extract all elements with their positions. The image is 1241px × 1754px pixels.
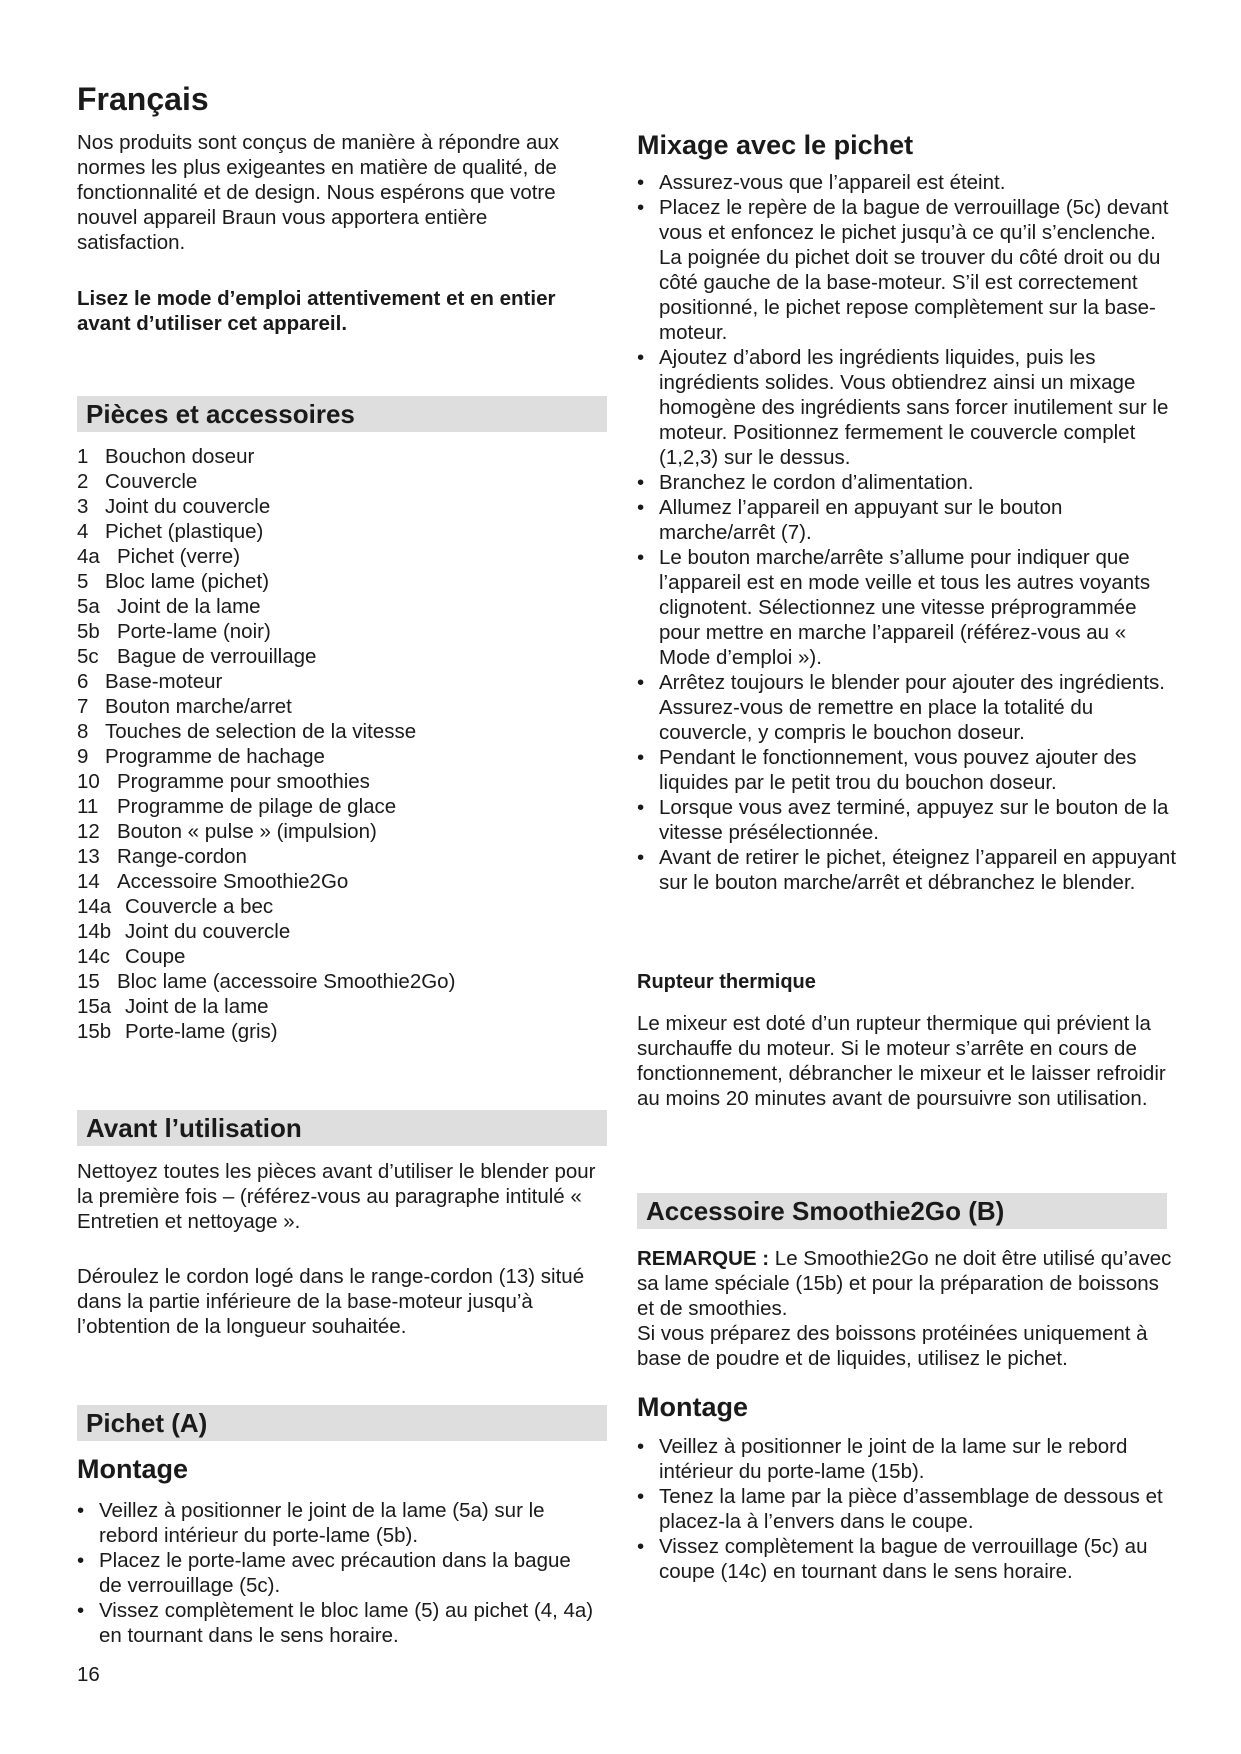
part-label: Programme pour smoothies — [117, 770, 370, 793]
part-number: 6 — [77, 670, 89, 693]
part-label: Bloc lame (accessoire Smoothie2Go) — [117, 970, 456, 993]
part-number: 14 — [77, 870, 100, 893]
parts-list-item — [77, 694, 607, 719]
page-number: 16 — [77, 1663, 100, 1686]
smoothie-heading: Accessoire Smoothie2Go (B) — [637, 1193, 1167, 1229]
part-label: Pichet (verre) — [117, 545, 241, 568]
list-item: • Vissez complètement le bloc lame (5) au pichet (4, 4a) en tournant dans le sens horaire. — [77, 1598, 597, 1648]
parts-list-item — [77, 444, 607, 469]
part-number: 7 — [77, 695, 89, 718]
part-label: Joint de la lame — [125, 995, 269, 1018]
parts-list-item — [77, 719, 607, 744]
part-label: Accessoire Smoothie2Go — [117, 870, 349, 893]
list-item: • Allumez l’appareil en appuyant sur le bouton marche/arrêt (7). — [637, 495, 1177, 545]
jug-assembly-heading: Montage — [77, 1454, 188, 1484]
parts-list-item — [77, 844, 607, 869]
part-label: Pichet (plastique) — [105, 520, 264, 543]
parts-list-item — [77, 894, 607, 919]
part-number: 3 — [77, 495, 89, 518]
list-item: • Placez le repère de la bague de verrouillage (5c) devant vous et enfoncez le pichet jusqu’à ce qu’il s’enclenche. La poignée du pichet doit se trouver du côté droit ou du côté gauche de la base-moteur. S’il est correctement positionné, le pichet repose complètement sur la base-moteur. — [637, 195, 1177, 345]
parts-list — [77, 444, 607, 1044]
list-item: • Placez le porte-lame avec précaution dans la bague de verrouillage (5c). — [77, 1548, 597, 1598]
parts-list-item — [77, 519, 607, 544]
list-item: • Lorsque vous avez terminé, appuyez sur le bouton de la vitesse présélectionnée. — [637, 795, 1177, 845]
part-label: Range-cordon — [117, 845, 247, 868]
part-number: 12 — [77, 820, 100, 843]
part-label: Joint de la lame — [117, 595, 261, 618]
note-text: Le Smoothie2Go ne doit être utilisé qu’avec sa lame spéciale (15b) et pour la préparation de boissons et de smoothies. — [637, 1247, 1172, 1320]
parts-list-item — [77, 544, 607, 569]
parts-list-item — [77, 1019, 607, 1044]
part-number: 11 — [77, 795, 99, 818]
part-number: 4 — [77, 520, 89, 543]
parts-list-item — [77, 919, 607, 944]
jug-assembly-list — [77, 1498, 597, 1648]
parts-list-item — [77, 969, 607, 994]
parts-list-item — [77, 869, 607, 894]
language-title: Français — [77, 81, 209, 117]
part-number: 10 — [77, 770, 100, 793]
part-label: Joint du couvercle — [105, 495, 271, 518]
part-number: 13 — [77, 845, 100, 868]
part-number: 8 — [77, 720, 89, 743]
parts-list-item — [77, 494, 607, 519]
parts-list-item — [77, 994, 607, 1019]
parts-list-item — [77, 744, 607, 769]
list-item: • Branchez le cordon d’alimentation. — [637, 470, 1177, 495]
list-item: • Tenez la lame par la pièce d’assemblage de dessous et placez-la à l’envers dans le coupe. — [637, 1484, 1177, 1534]
parts-list-item — [77, 794, 607, 819]
mixing-list — [637, 170, 1177, 895]
part-label: Coupe — [125, 945, 186, 968]
before-use-paragraph-1: Nettoyez toutes les pièces avant d’utiliser le blender pour la première fois – (référez-vous au paragraphe intitulé « Entretien et nettoyage ». — [77, 1160, 596, 1233]
part-label: Joint du couvercle — [125, 920, 291, 943]
parts-list-item — [77, 819, 607, 844]
part-number: 9 — [77, 745, 89, 768]
part-number: 14b — [77, 920, 112, 943]
parts-list-item — [77, 469, 607, 494]
part-label: Bouton marche/arret — [105, 695, 292, 718]
list-item: • Le bouton marche/arrête s’allume pour indiquer que l’appareil est en mode veille et tous les autres voyants clignotent. Sélectionnez une vitesse préprogrammée pour mettre en marche l’appareil (référez-vous au « Mode d’emploi »). — [637, 545, 1177, 670]
list-item: • Assurez-vous que l’appareil est éteint. — [637, 170, 1177, 195]
list-item: • Ajoutez d’abord les ingrédients liquides, puis les ingrédients solides. Vous obtiendrez ainsi un mixage homogène des ingrédients sans forcer inutilement sur le moteur. Positionnez fermement le couvercle complet (1,2,3) sur le dessus. — [637, 345, 1177, 470]
part-label: Couvercle — [105, 470, 198, 493]
part-number: 5 — [77, 570, 89, 593]
thermal-heading: Rupteur thermique — [637, 971, 816, 993]
part-label: Bouchon doseur — [105, 445, 255, 468]
thermal-paragraph: Le mixeur est doté d’un rupteur thermique qui prévient la surchauffe du moteur. Si le moteur s’arrête en cours de fonctionnement, débrancher le mixeur et le laisser refroidir au moins 20 minutes avant de poursuivre son utilisation. — [637, 1012, 1166, 1110]
list-item: • Avant de retirer le pichet, éteignez l’appareil en appuyant sur le bouton marche/arrêt et débranchez le blender. — [637, 845, 1177, 895]
part-number: 14a — [77, 895, 112, 918]
part-label: Porte-lame (gris) — [125, 1020, 278, 1043]
parts-heading: Pièces et accessoires — [77, 396, 607, 432]
parts-list-item — [77, 644, 607, 669]
list-item: • Veillez à positionner le joint de la lame (5a) sur le rebord intérieur du porte-lame (5b). — [77, 1498, 597, 1548]
parts-list-item — [77, 669, 607, 694]
part-number: 5c — [77, 645, 99, 668]
list-item: • Arrêtez toujours le blender pour ajouter des ingrédients. Assurez-vous de remettre en place la totalité du couvercle, y compris le bouchon doseur. — [637, 670, 1177, 745]
part-label: Bloc lame (pichet) — [105, 570, 270, 593]
smoothie-assembly-list — [637, 1434, 1177, 1584]
part-label: Base-moteur — [105, 670, 223, 693]
jug-heading: Pichet (A) — [77, 1405, 607, 1441]
part-number: 15a — [77, 995, 112, 1018]
part-number: 14c — [77, 945, 111, 968]
part-label: Touches de selection de la vitesse — [105, 720, 417, 743]
parts-list-item — [77, 944, 607, 969]
parts-list-item — [77, 619, 607, 644]
note-label: REMARQUE : — [637, 1247, 770, 1270]
intro-paragraph: Nos produits sont conçus de manière à répondre aux normes les plus exigeantes en matière de qualité, de fonctionnalité et de design. Nous espérons que votre nouvel appareil Braun vous apportera entière satisfaction. — [77, 131, 560, 254]
part-number: 5b — [77, 620, 100, 643]
part-label: Bague de verrouillage — [117, 645, 317, 668]
part-number: 5a — [77, 595, 100, 618]
part-number: 4a — [77, 545, 100, 568]
warning-paragraph: Lisez le mode d’emploi attentivement et en entier avant d’utiliser cet appareil. — [77, 287, 556, 335]
list-item: • Vissez complètement la bague de verrouillage (5c) au coupe (14c) en tournant dans le sens horaire. — [637, 1534, 1177, 1584]
before-use-paragraph-2: Déroulez le cordon logé dans le range-cordon (13) situé dans la partie inférieure de la base-moteur jusqu’à l’obtention de la longueur souhaitée. — [77, 1265, 585, 1338]
part-number: 1 — [77, 445, 89, 468]
mixing-heading: Mixage avec le pichet — [637, 130, 914, 160]
note-paragraph-2: Si vous préparez des boissons protéinées uniquement à base de poudre et de liquides, utilisez le pichet. — [637, 1322, 1148, 1370]
part-number: 15 — [77, 970, 100, 993]
note-paragraph — [637, 1246, 1177, 1321]
smoothie-assembly-heading: Montage — [637, 1392, 748, 1422]
parts-list-item — [77, 594, 607, 619]
part-number: 15b — [77, 1020, 112, 1043]
list-item: • Veillez à positionner le joint de la lame sur le rebord intérieur du porte-lame (15b). — [637, 1434, 1177, 1484]
part-label: Porte-lame (noir) — [117, 620, 271, 643]
part-label: Programme de pilage de glace — [117, 795, 397, 818]
part-label: Programme de hachage — [105, 745, 325, 768]
parts-list-item — [77, 569, 607, 594]
parts-list-item — [77, 769, 607, 794]
part-label: Bouton « pulse » (impulsion) — [117, 820, 377, 843]
list-item: • Pendant le fonctionnement, vous pouvez ajouter des liquides par le petit trou du bouchon doseur. — [637, 745, 1177, 795]
before-use-heading: Avant l’utilisation — [77, 1110, 607, 1146]
part-number: 2 — [77, 470, 89, 493]
part-label: Couvercle a bec — [125, 895, 274, 918]
